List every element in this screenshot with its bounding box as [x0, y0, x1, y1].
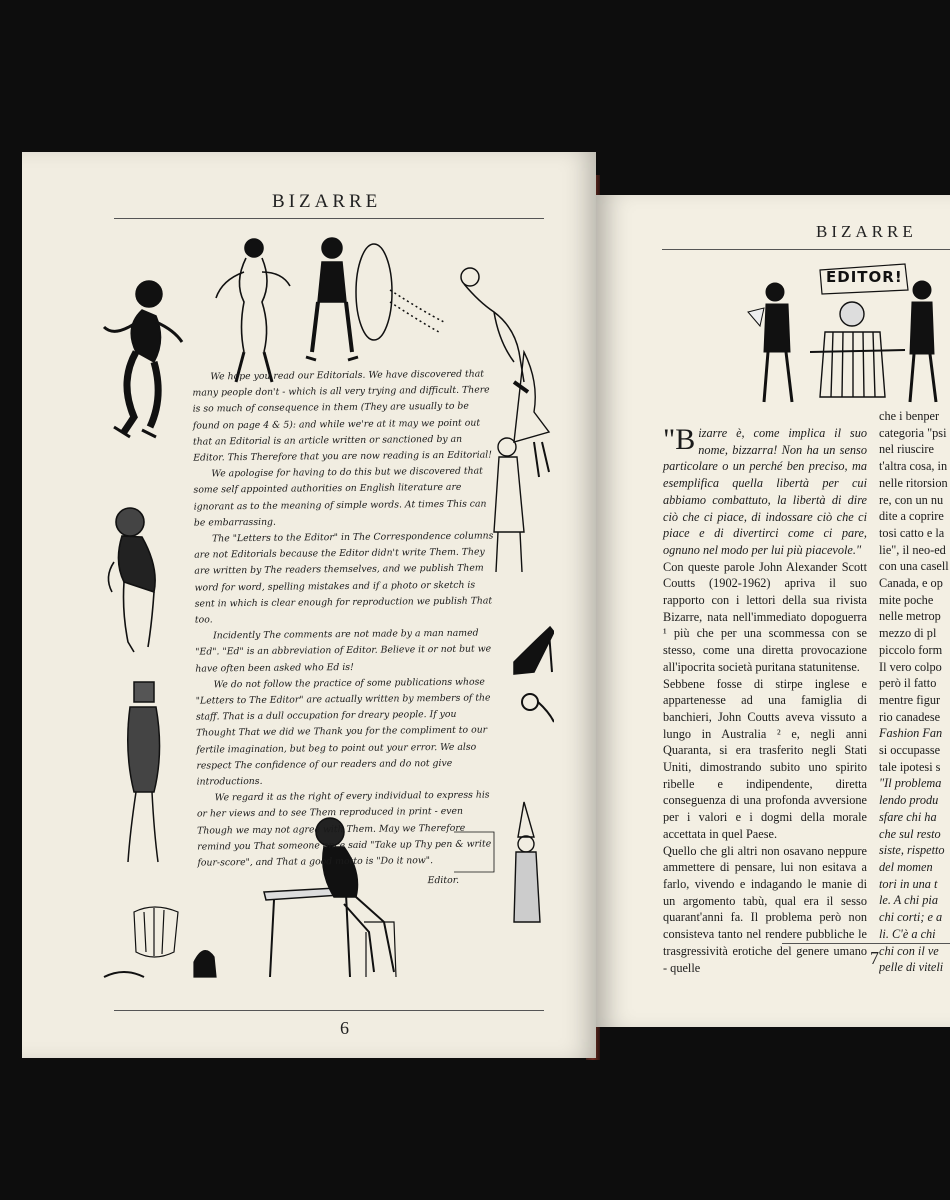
pinup-figure-dancer	[104, 281, 182, 437]
article-column-1	[663, 425, 867, 976]
column-2-line: rio canadese	[879, 709, 941, 724]
column-2-line: mite poche	[879, 592, 934, 607]
column-2-line: "Il problema	[879, 776, 942, 791]
article-paragraph: Quello che gli altri non osavano neppure ammettere di pensare, lui non esitava a farlo, vivendo e indagando le manie di un argomento tabù, qual era il sesso quarant'anni fa. Il problema però non consisteva tanto nel rendere pubbliche le trasgressività erotiche del genere umano - quelle	[663, 843, 867, 975]
column-2-line: li. C'è a chi	[879, 926, 936, 941]
column-2-line: lie", il neo-ed	[879, 542, 946, 557]
editor-sign-text: EDITOR!	[826, 268, 903, 286]
high-heel-shoe	[514, 627, 554, 674]
pinup-figure-lower-left	[128, 682, 160, 862]
column-2-line: dite a coprire	[879, 509, 944, 524]
editorial-paragraph: We apologise for having to do this but we discovered that some self appointed authorities on English literature are ignorant as to the meaning of simple words. At times This can be embarrassing.	[193, 465, 487, 529]
column-2-line: tale ipotesi s	[879, 759, 941, 774]
article-column-2	[879, 408, 950, 976]
shackles	[522, 694, 554, 722]
cartoon-woman-right	[910, 281, 936, 402]
column-2-line: nelle metrop	[879, 609, 941, 624]
right-running-head: BIZARRE	[816, 222, 917, 241]
column-2-line: che i benper	[879, 409, 940, 423]
left-folio: 6	[340, 1018, 349, 1038]
pinup-figure-skirt	[514, 352, 549, 477]
column-2-line: del momen	[879, 859, 933, 874]
editorial-paragraph: We regard it as the right of every individual to express his or her views and to see Them reproduced in print - even Though we may not agree with Them. May we Therefore remind you That someone once said "Take up Thy pen & write four-score", and That a good motto is "Do it now".	[196, 789, 492, 869]
editorial-paragraph: The "Letters to the Editor" in The Correspondence columns are not Editorials because the Editor didn't write Them. They are written by The readers themselves, and we publish Them word for word, spelling mistakes and if a photo or sketch is sent in which is clear enough for reproduction we publish That too.	[194, 530, 494, 626]
cartoon-editor-chair	[810, 302, 905, 397]
column-2-line: mentre figur	[879, 692, 941, 707]
column-2-line: Canada, e op	[879, 576, 943, 591]
column-2-line: mezzo di pl	[879, 626, 937, 641]
column-2-line: pelle di viteli	[879, 960, 944, 975]
pinup-figure-standing	[216, 239, 290, 382]
column-2-line: nel riuscire	[879, 442, 934, 457]
column-2-line: tosi catto e la	[879, 525, 945, 540]
column-2-line: Il vero colpo	[879, 659, 942, 674]
column-2-line: t'altra cosa, in	[879, 459, 948, 474]
column-2-line: piccolo form	[879, 642, 943, 657]
pinup-figure-leaning	[108, 508, 155, 652]
corset-object	[104, 907, 216, 977]
column-2-line: chi con il ve	[879, 943, 939, 958]
column-2-line: che sul resto	[879, 826, 941, 841]
column-2-line: chi corti; e a	[879, 910, 943, 925]
editorial-paragraph: We do not follow the practice of some publications whose "Letters to The Editor" are actually written by members of the staff. That is a dull occupation for dreary people. If you Thought That we did we Thank you for the compliment to our fertile imagination, but beg to point out your error. We also respect The confidence of our readers and do not give introductions.	[195, 676, 491, 788]
drop-cap: "B	[663, 423, 696, 456]
column-2-line: Fashion Fan	[879, 726, 943, 741]
column-2-line: categoria "psi	[879, 425, 947, 440]
article-paragraph: Sebbene fosse di stirpe inglese e appartenesse ad una famiglia di banchieri, John Coutts aveva vissuto a lungo in Australia ² e, negli anni Quaranta, si era trasferito negli Stati Uniti, dimostrando subito uno spirito ribelle e indipendente, diretta conseguenza di una profonda avversione per i valori e i dogmi della morale accettata in quel Paese.	[663, 676, 867, 841]
column-2-line: con una casell	[879, 559, 949, 574]
article-lead	[663, 425, 867, 559]
editorial-signature: Editor.	[427, 875, 460, 887]
column-2-line: siste, rispetto	[879, 843, 945, 858]
cartoon-woman-left	[748, 283, 792, 402]
left-header-rule	[114, 218, 544, 219]
editorial-paragraph: Incidently The comments are not made by a man named "Ed". "Ed" is an abbreviation of Editor. Believe it or not but we have often been asked who Ed is!	[195, 627, 492, 675]
column-2-line: però il fatto	[879, 676, 937, 691]
man-figure-standing	[494, 438, 524, 572]
editorial-paragraph: We hope you read our Editorials. We have discovered that many people don't - which is all very trying and difficult. There is so much of consequence in them (They are usually to be found on page 4 & 5): and while we're at it may we point out that an Editorial is an article written or sanctioned by an Editor. This Therefore that you are now reading is an Editorial!	[192, 368, 492, 464]
column-2-line: sfare chi ha	[879, 809, 937, 824]
pinup-figure-corset	[306, 238, 444, 360]
article-paragraph: Con queste parole John Alexander Scott Coutts (1902-1962) apriva il suo rapporto con i lettori della sua rivista Bizarre, nata nell'immediato dopoguerra ¹ più che per una scommessa con se stesso, come una diretta provocazione all'ipocrita società puritana statunitense.	[663, 559, 867, 674]
column-2-line: le. A chi pia	[879, 893, 938, 908]
left-running-head: BIZARRE	[272, 191, 382, 212]
column-2-line: nelle ritorsion	[879, 475, 948, 490]
column-2-line: re, con un nu	[879, 492, 944, 507]
handwritten-editorial	[192, 366, 497, 892]
column-2-line: lendo produ	[879, 793, 939, 808]
right-header-rule	[662, 249, 950, 250]
article-lead-text: izarre è, come implica il suo nome, bizzarra! Non ha un senso particolare o un perché ben preciso, ma esemplifica quella libertà per cui abbiamo combattuto, la libertà di dire ciò che ci piace, di indossare ciò che ci piace e di divertirci come ci pare, ognuno nel modo per lui più piacevole."	[663, 426, 867, 557]
right-folio: 7	[870, 948, 879, 968]
column-2-line: tori in una t	[879, 876, 938, 891]
column-2-line: si occupasse	[879, 743, 941, 758]
